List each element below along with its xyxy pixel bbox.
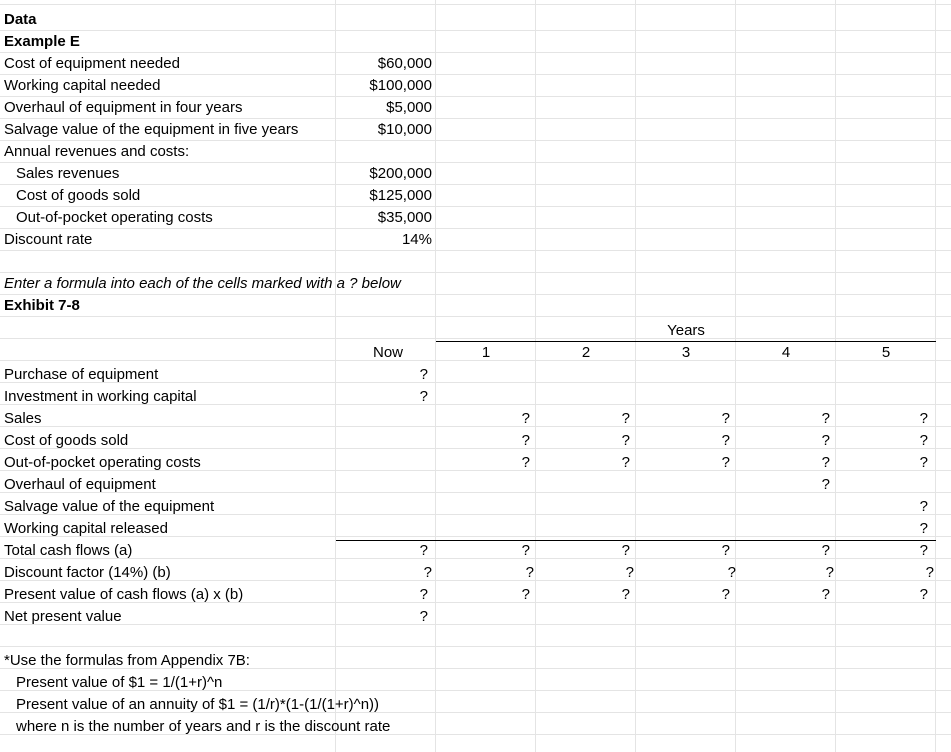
data-value-cogs[interactable]: $125,000 <box>369 187 432 204</box>
notes-heading[interactable]: *Use the formulas from Appendix 7B: <box>4 652 250 669</box>
formula-cell[interactable]: ? <box>721 454 730 471</box>
data-label-equipment-cost[interactable]: Cost of equipment needed <box>4 55 180 72</box>
annual-label[interactable]: Annual revenues and costs: <box>4 143 190 160</box>
formula-cell[interactable]: ? <box>419 586 428 603</box>
formula-cell[interactable]: ? <box>727 564 736 581</box>
row-label[interactable]: Overhaul of equipment <box>4 476 156 493</box>
data-label-working-capital[interactable]: Working capital needed <box>4 77 161 94</box>
formula-cell[interactable]: ? <box>925 564 934 581</box>
formula-cell[interactable]: ? <box>821 586 830 603</box>
discount-rate-value[interactable]: 14% <box>401 231 432 248</box>
formula-cell[interactable]: ? <box>919 454 928 471</box>
row-label[interactable]: Salvage value of the equipment <box>4 498 215 515</box>
column-header-year-2[interactable]: 2 <box>581 344 591 361</box>
data-value-sales[interactable]: $200,000 <box>369 165 432 182</box>
row-label[interactable]: Cost of goods sold <box>4 432 129 449</box>
instruction-text[interactable]: Enter a formula into each of the cells marked with a ? below <box>4 275 401 292</box>
formula-cell[interactable]: ? <box>919 520 928 537</box>
column-header-year-4[interactable]: 4 <box>781 344 791 361</box>
note-line-annuity[interactable]: Present value of an annuity of $1 = (1/r)*(1-(1/(1+r)^n)) <box>16 696 380 713</box>
formula-cell[interactable]: ? <box>419 388 428 405</box>
formula-cell[interactable]: ? <box>621 432 630 449</box>
row-label[interactable]: Total cash flows (a) <box>4 542 133 559</box>
data-label-overhaul[interactable]: Overhaul of equipment in four years <box>4 99 243 116</box>
data-value-working-capital[interactable]: $100,000 <box>369 77 432 94</box>
row-label[interactable]: Present value of cash flows (a) x (b) <box>4 586 244 603</box>
data-value-equipment-cost[interactable]: $60,000 <box>377 55 432 72</box>
formula-cell[interactable]: ? <box>721 542 730 559</box>
formula-cell[interactable]: ? <box>423 564 432 581</box>
total-underline <box>336 540 936 541</box>
row-label[interactable]: Working capital released <box>4 520 168 537</box>
note-line-pv[interactable]: Present value of $1 = 1/(1+r)^n <box>16 674 223 691</box>
row-label[interactable]: Investment in working capital <box>4 388 197 405</box>
formula-cell[interactable]: ? <box>521 410 530 427</box>
column-header-year-1[interactable]: 1 <box>481 344 491 361</box>
formula-cell[interactable]: ? <box>521 586 530 603</box>
formula-cell[interactable]: ? <box>825 564 834 581</box>
formula-cell[interactable]: ? <box>521 432 530 449</box>
formula-cell[interactable]: ? <box>621 586 630 603</box>
years-header[interactable]: Years <box>667 322 705 339</box>
row-label[interactable]: Purchase of equipment <box>4 366 159 383</box>
data-value-overhaul[interactable]: $5,000 <box>386 99 432 116</box>
discount-rate-label[interactable]: Discount rate <box>4 231 93 248</box>
formula-cell[interactable]: ? <box>621 542 630 559</box>
formula-cell[interactable]: ? <box>821 410 830 427</box>
formula-cell[interactable]: ? <box>919 432 928 449</box>
formula-cell[interactable]: ? <box>625 564 634 581</box>
exhibit-title[interactable]: Exhibit 7-8 <box>4 297 80 314</box>
formula-cell[interactable]: ? <box>721 410 730 427</box>
example-title[interactable]: Example E <box>4 33 80 50</box>
row-label[interactable]: Out-of-pocket operating costs <box>4 454 201 471</box>
formula-cell[interactable]: ? <box>919 586 928 603</box>
data-label-cogs[interactable]: Cost of goods sold <box>16 187 141 204</box>
formula-cell[interactable]: ? <box>621 410 630 427</box>
data-value-salvage[interactable]: $10,000 <box>377 121 432 138</box>
formula-cell[interactable]: ? <box>919 498 928 515</box>
row-label[interactable]: Discount factor (14%) (b) <box>4 564 171 581</box>
column-header-now[interactable]: Now <box>372 344 403 361</box>
formula-cell[interactable]: ? <box>621 454 630 471</box>
column-header-year-3[interactable]: 3 <box>681 344 691 361</box>
formula-cell[interactable]: ? <box>721 586 730 603</box>
note-line-definitions[interactable]: where n is the number of years and r is the discount rate <box>16 718 391 735</box>
formula-cell[interactable]: ? <box>919 410 928 427</box>
data-title[interactable]: Data <box>4 11 37 28</box>
formula-cell[interactable]: ? <box>521 454 530 471</box>
data-value-oop[interactable]: $35,000 <box>377 209 432 226</box>
formula-cell[interactable]: ? <box>419 608 428 625</box>
formula-cell[interactable]: ? <box>821 432 830 449</box>
row-label[interactable]: Net present value <box>4 608 122 625</box>
formula-cell[interactable]: ? <box>821 454 830 471</box>
formula-cell[interactable]: ? <box>521 542 530 559</box>
formula-cell[interactable]: ? <box>821 476 830 493</box>
formula-cell[interactable]: ? <box>525 564 534 581</box>
data-label-sales[interactable]: Sales revenues <box>16 165 120 182</box>
row-label[interactable]: Sales <box>4 410 42 427</box>
formula-cell[interactable]: ? <box>419 542 428 559</box>
formula-cell[interactable]: ? <box>919 542 928 559</box>
formula-cell[interactable]: ? <box>721 432 730 449</box>
formula-cell[interactable]: ? <box>419 366 428 383</box>
data-label-salvage[interactable]: Salvage value of the equipment in five years <box>4 121 299 138</box>
formula-cell[interactable]: ? <box>821 542 830 559</box>
data-label-oop[interactable]: Out-of-pocket operating costs <box>16 209 213 226</box>
column-header-year-5[interactable]: 5 <box>881 344 891 361</box>
